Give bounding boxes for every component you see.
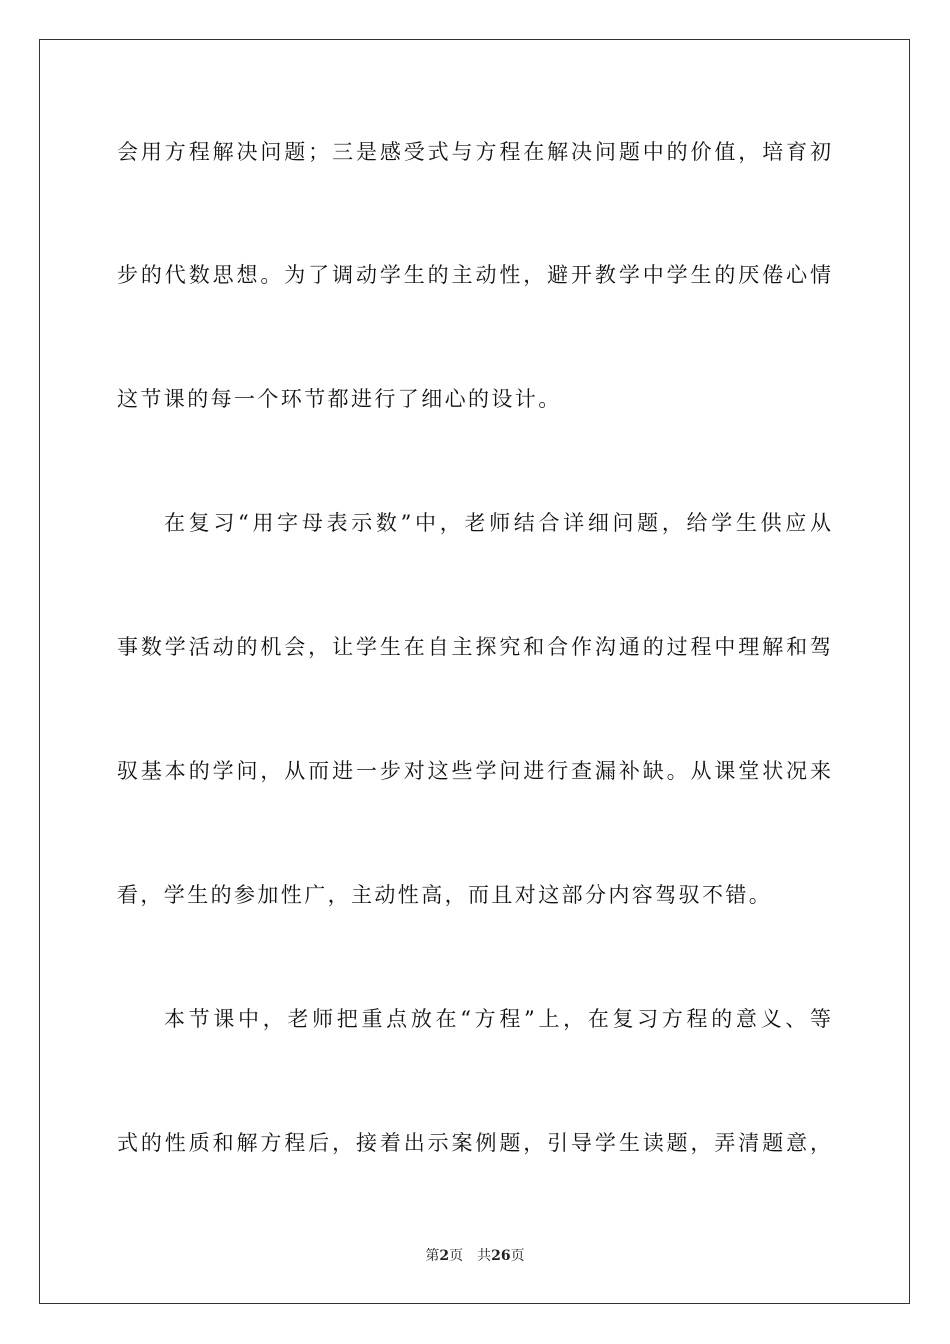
body-line-5: 事数学活动的机会，让学生在自主探究和合作沟通的过程中理解和驾 — [117, 635, 831, 659]
footer-page-unit: 页 — [449, 1248, 464, 1264]
body-line-9: 式的性质和解方程后，接着出示案例题，引导学生读题，弄清题意， — [117, 1131, 831, 1155]
body-line-6: 驭基本的学问，从而进一步对这些学问进行查漏补缺。从课堂状况来 — [117, 759, 831, 783]
body-line-1: 会用方程解决问题；三是感受式与方程在解决问题中的价值，培育初 — [117, 140, 831, 164]
footer-total-unit: 页 — [510, 1248, 525, 1264]
total-page-count: 26 — [491, 1248, 511, 1264]
body-line-3: 这节课的每一个环节都进行了细心的设计。 — [117, 387, 562, 411]
body-line-2: 步的代数思想。为了调动学生的主动性，避开教学中学生的厌倦心情 — [117, 263, 831, 287]
footer-total-prefix: 共 — [477, 1248, 492, 1264]
current-page-number: 2 — [439, 1248, 450, 1264]
footer-prefix: 第 — [425, 1248, 440, 1264]
page-frame — [39, 39, 910, 1304]
body-line-7: 看，学生的参加性广，主动性高，而且对这部分内容驾驭不错。 — [117, 883, 773, 907]
body-line-8: 本节课中，老师把重点放在“方程”上，在复习方程的意义、等 — [164, 1007, 831, 1031]
body-line-4: 在复习“用字母表示数”中，老师结合详细问题，给学生供应从 — [164, 511, 831, 535]
page-footer — [0, 1247, 950, 1265]
